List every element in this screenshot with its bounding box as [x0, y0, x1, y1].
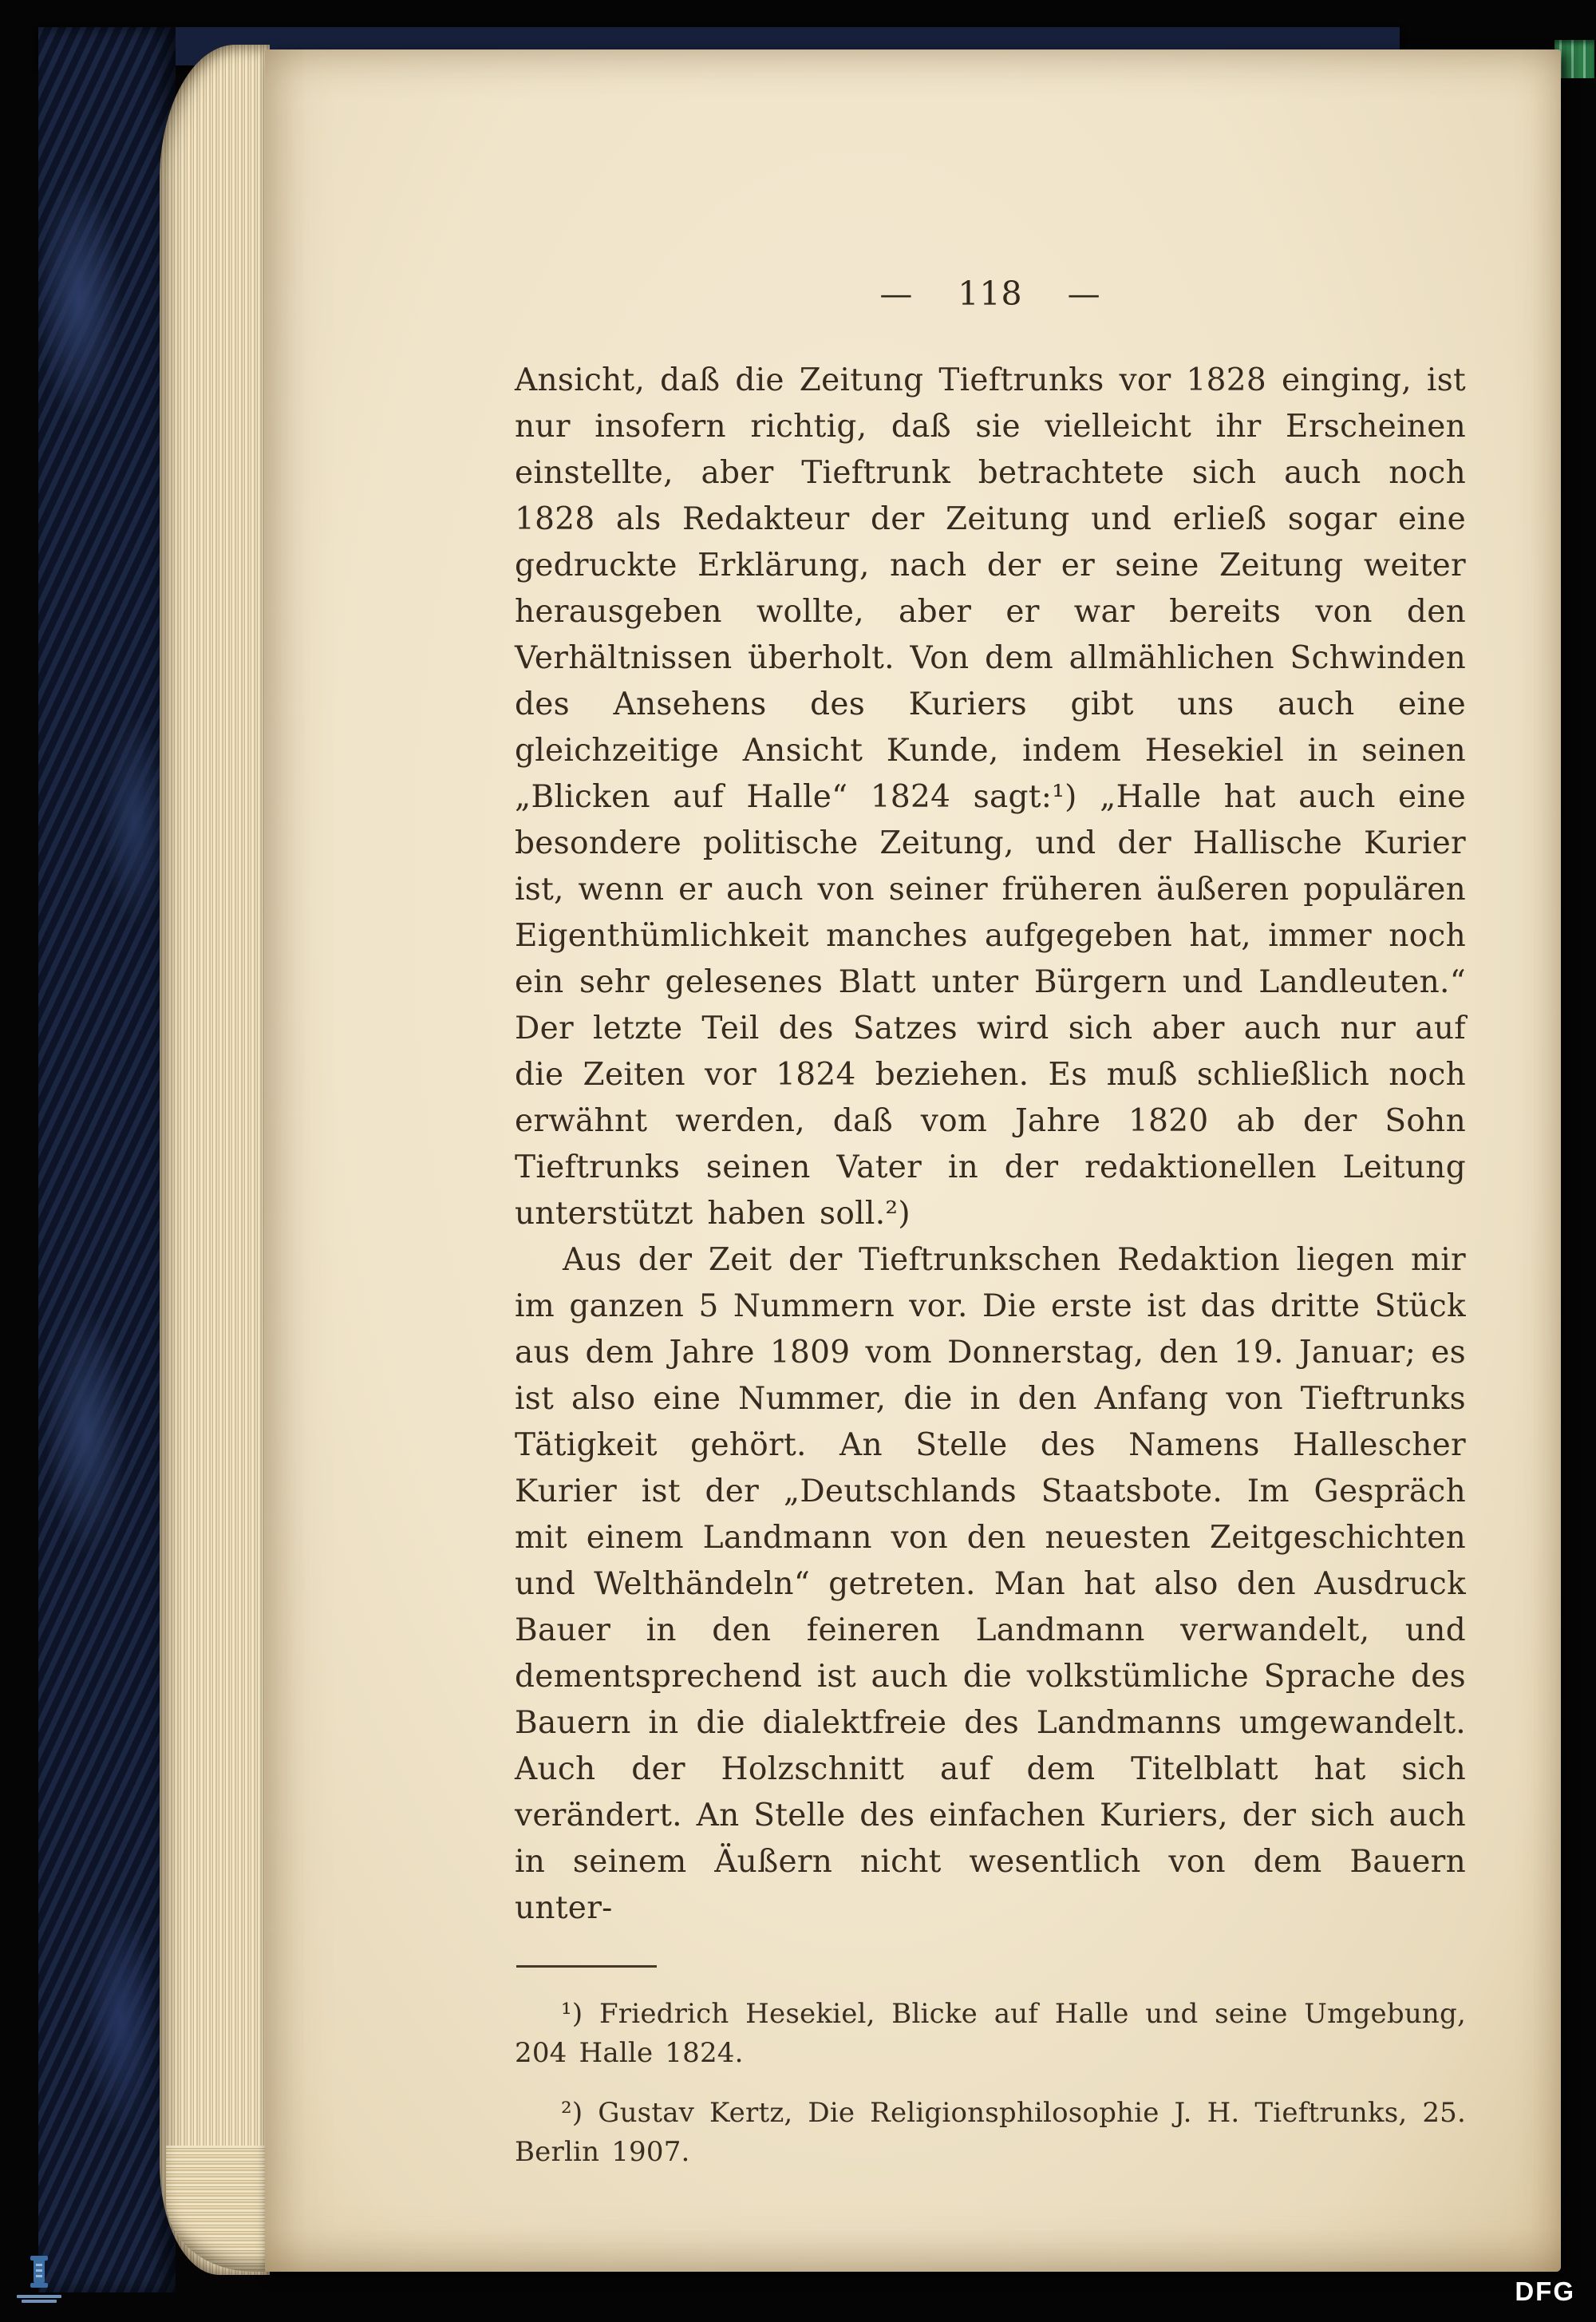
library-stamp-text — [11, 2295, 67, 2303]
page-header — [515, 275, 1466, 313]
body-text — [515, 358, 1466, 1932]
paragraph: Ansicht, daß die Zeitung Tieftrunks vor 1828 einging, ist nur insofern richtig, daß sie vielleicht ihr Erscheinen einstellte, aber Tieftrunk betrachtete sich auch noch 1828 als Redakteur der Zeitung und erließ sogar eine gedruckte Erklärung, nach der er seine Zeitung weiter herausgeben wollte, aber er war bereits von den Verhältnissen überholt. Von dem allmählichen Schwinden des Ansehens des Kuriers gibt uns auch eine gleichzeitige Ansicht Kunde, indem Hesekiel in seinen „Blicken auf Halle“ 1824 sagt:¹) „Halle hat auch eine besondere politische Zeitung, und der Hallische Kurier ist, wenn er auch von seiner früheren äußeren populären Eigenthümlichkeit manches aufgegeben hat, immer noch ein sehr gelesenes Blatt unter Bürgern und Landleuten.“ Der letzte Teil des Satzes wird sich aber auch nur auf die Zeiten vor 1824 beziehen. Es muß schließlich noch erwähnt werden, daß vom Jahre 1820 ab der Sohn Tieftrunks seinen Vater in der redaktionellen Leitung unterstützt haben soll.²) — [515, 362, 1466, 1232]
footnote: ²) Gustav Kertz, Die Religionsphilosophie J. H. Tieftrunks, 25. Berlin 1907. — [515, 2097, 1466, 2168]
page-number: 118 — [958, 275, 1023, 313]
footnote-rule — [516, 1965, 657, 1968]
library-stamp-icon — [11, 2254, 67, 2292]
footnote: ¹) Friedrich Hesekiel, Blicke auf Halle und seine Umgebung, 204 Halle 1824. — [515, 1998, 1466, 2069]
header-dash-left: — — [879, 275, 914, 313]
book-spine — [38, 27, 176, 2292]
paragraph: Aus der Zeit der Tieftrunkschen Redaktion liegen mir im ganzen 5 Nummern vor. Die erste ist das dritte Stück aus dem Jahre 1809 vom Donnerstag, den 19. Januar; es ist also eine Nummer, die in den Anfang von Tieftrunks Tätigkeit gehört. An Stelle des Namens Hallescher Kurier ist der „Deutschlands Staatsbote. Im Gespräch mit einem Landmann von den neuesten Zeitgeschichten und Welthändeln“ getreten. Man hat also den Ausdruck Bauer in den feineren Landmann verwandelt, und dementsprechend ist auch die volkstümliche Sprache des Bauern in die dialektfreie des Landmanns umgewandelt. Auch der Holzschnitt auf dem Titelblatt hat sich verändert. An Stelle des einfachen Kuriers, der sich auch in seinem Äußern nicht wesentlich von dem Bauern unter- — [515, 1242, 1466, 1926]
dfg-logo: DFG — [1515, 2277, 1575, 2306]
text-area — [515, 275, 1466, 2193]
footnotes — [515, 1995, 1466, 2172]
book-page — [265, 49, 1561, 2272]
page-fore-edges — [160, 45, 270, 2275]
header-dash-right: — — [1067, 275, 1101, 313]
library-stamp — [11, 2254, 67, 2316]
